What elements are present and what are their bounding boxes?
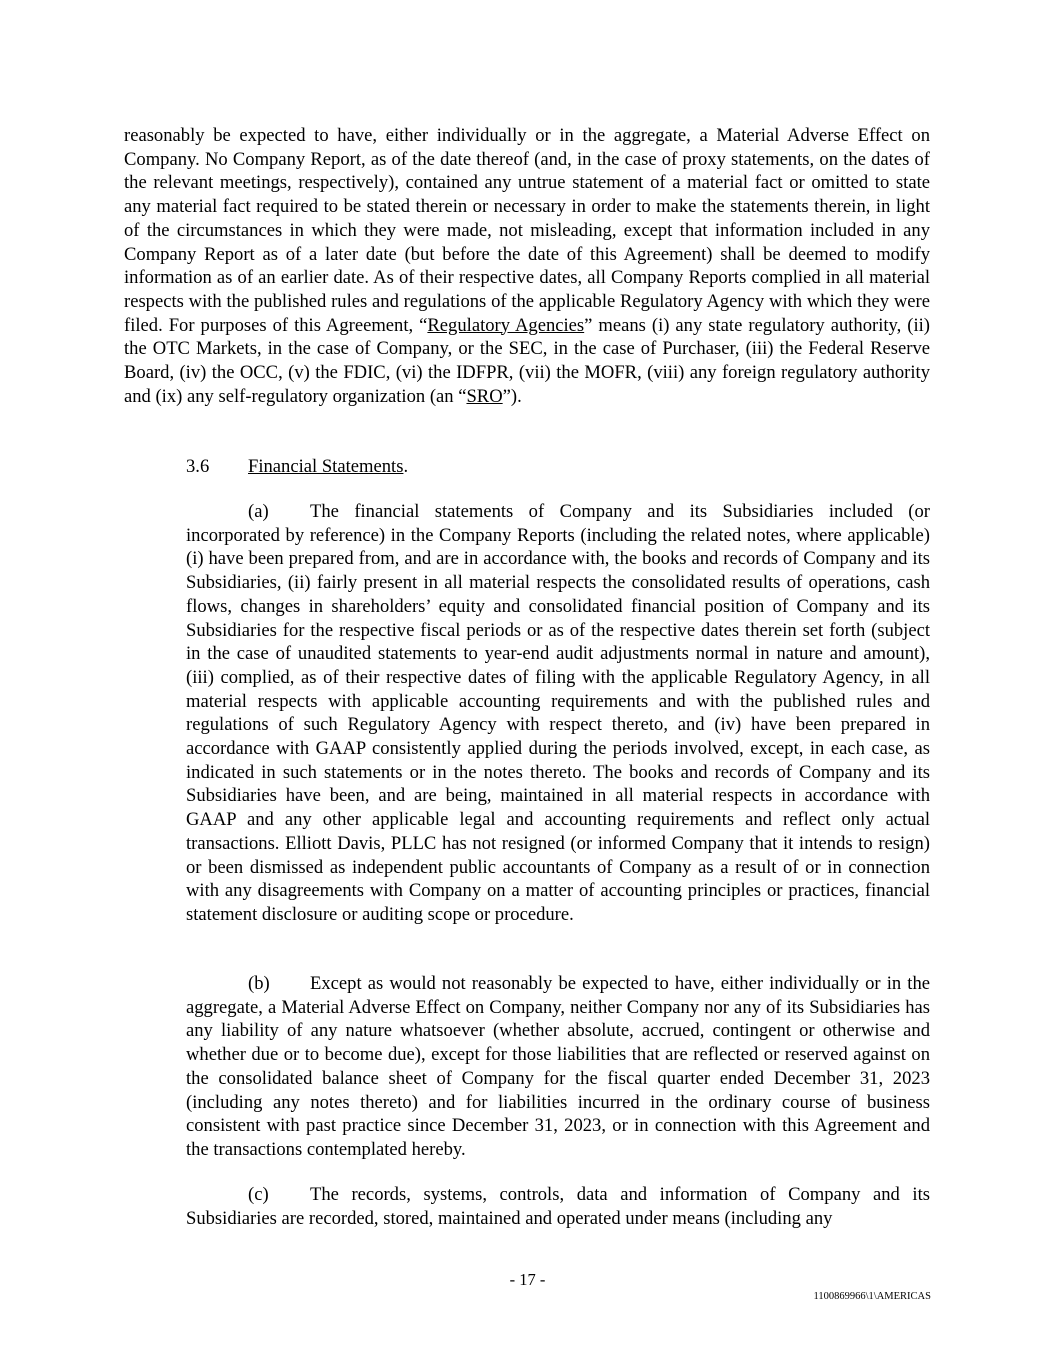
paragraph-text: reasonably be expected to have, either individually or in the aggregate, a Material Adverse Effect on Company. No Company Report, as of the date thereof (and, in the case of proxy statements, on the dates of the relevant meetings, respectively), contained any untrue statement of a material fact or omitted to state any material fact required to be stated therein or necessary in order to make the statements therein, in light of the circumstances in which they were made, not misleading, except that information included in any Company Report as of a later date (but before the date of this Agreement) shall be deemed to modify information as of an earlier date. As of their respective dates, all Company Reports complied in all material respects with the published rules and regulations of the applicable Regulatory Agency with which they were filed. For purposes of this Agreement, “: [124, 125, 930, 336]
subsection-label: (a): [248, 501, 269, 522]
subsection-b: [186, 972, 930, 1162]
section-title-period: .: [403, 456, 409, 477]
paragraph-text: ” means (i) any state regulatory authority, (ii) the OTC Markets, in the case of Company, or the SEC, in the case of Purchaser, (iii) the Federal Reserve Board, (iv) the OCC, (v) the FDIC, (vi) the IDFPR, (vii) the MOFR, (viii) any foreign regulatory authority and (ix) any self-regulatory organization (an “: [124, 314, 930, 407]
subsection-label: (b): [248, 973, 270, 994]
section-heading: [186, 455, 930, 479]
subsection-text: The records, systems, controls, data and information of Company and its Subsidiaries are recorded, stored, maintained and operated under means (including any: [186, 1184, 930, 1229]
subsection-c: [186, 1183, 930, 1230]
defined-term-sro: SRO: [466, 385, 503, 407]
page-number: - 17 -: [509, 1270, 546, 1289]
continuation-paragraph: [124, 124, 930, 408]
section-title: Financial Statements: [248, 456, 404, 477]
subsection-text: Except as would not reasonably be expected to have, either individually or in the aggregate, a Material Adverse Effect on Company, neither Company nor any of its Subsidiaries has any liability of any nature whatsoever (whether absolute, accrued, contingent or otherwise and whether due or to become due), except for those liabilities that are reflected or reserved against on the consolidated balance sheet of Company for the fiscal quarter ended December 31, 2023 (including any notes thereto) and for liabilities incurred in the ordinary course of business consistent with past practice since December 31, 2023, or in connection with this Agreement and the transactions contemplated hereby.: [186, 973, 930, 1160]
subsection-text: The financial statements of Company and its Subsidiaries included (or incorporated by reference) in the Company Reports (including the related notes, where applicable) (i) have been prepared from, and are in accordance with, the books and records of Company and its Subsidiaries, (ii) fairly present in all material respects the consolidated results of operations, cash flows, changes in shareholders’ equity and consolidated financial position of Company and its Subsidiaries for the respective fiscal periods or as of the respective dates therein set forth (subject in the case of unaudited statements to year-end audit adjustments normal in nature and amount), (iii) complied, as of their respective dates of filing with the applicable Regulatory Agency, in all material respects with applicable accounting requirements and with the published rules and regulations of such Regulatory Agency with respect thereto, and (iv) have been prepared in accordance with GAAP consistently applied during the periods involved, except, in each case, as indicated in such statements or in the notes thereto. The books and records of Company and its Subsidiaries have been, and are being, maintained in all material respects in accordance with GAAP and any other applicable legal and accounting requirements and reflect only actual transactions. Elliott Davis, PLLC has not resigned (or informed Company that it intends to resign) or been dismissed as independent public accountants of Company as a result of or in connection with any disagreements with Company on a matter of accounting principles or practices, financial statement disclosure or auditing scope or procedure.: [186, 501, 930, 925]
paragraph-text: ”).: [502, 385, 522, 407]
subsection-label: (c): [248, 1184, 269, 1205]
section-number: 3.6: [186, 456, 210, 477]
document-id: 1100869966\1\AMERICAS: [813, 1291, 931, 1302]
defined-term-regulatory-agencies: Regulatory Agencies: [427, 314, 585, 336]
subsection-a: [186, 500, 930, 927]
